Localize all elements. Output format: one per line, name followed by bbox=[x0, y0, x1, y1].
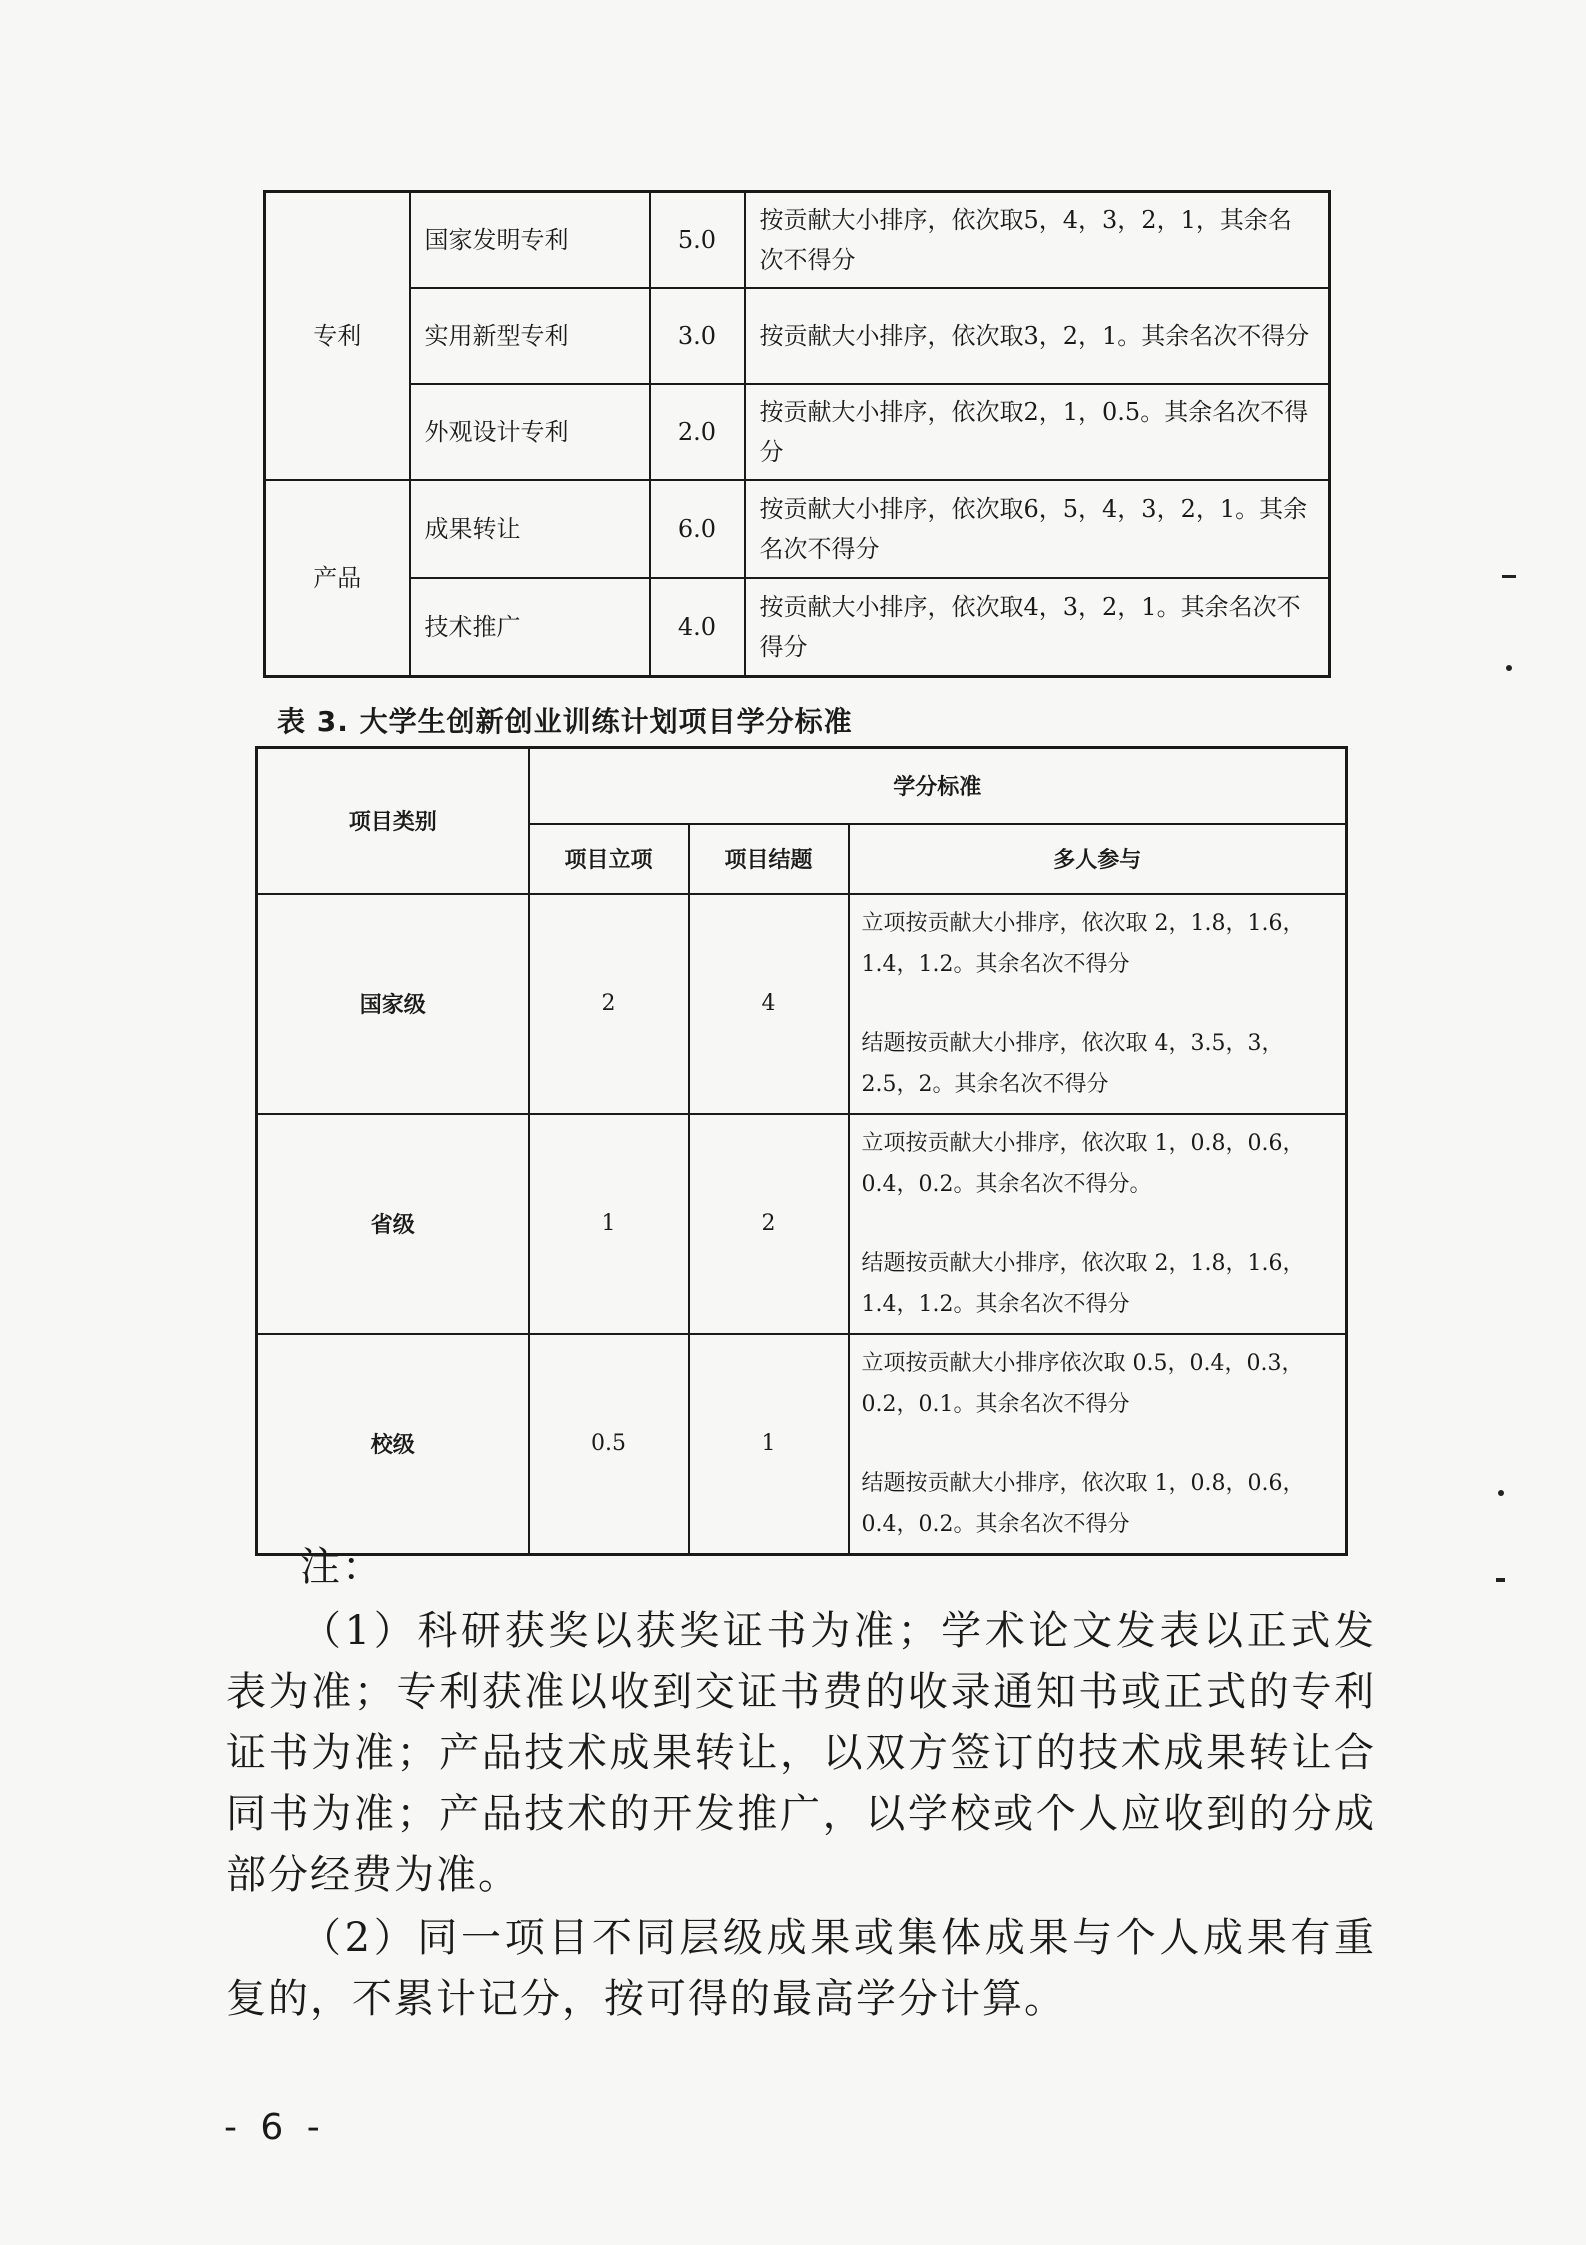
credit-table-patents-products bbox=[263, 190, 1331, 678]
score-cell: 6.0 bbox=[650, 480, 745, 578]
level-cell: 省级 bbox=[257, 1114, 529, 1334]
rule-cell: 按贡献大小排序，依次取6，5，4，3，2，1。其余名次不得分 bbox=[745, 480, 1330, 578]
table-row bbox=[265, 384, 1330, 480]
item-cell: 成果转让 bbox=[410, 480, 650, 578]
item-cell: 实用新型专利 bbox=[410, 288, 650, 384]
note-item-1: （1）科研获奖以获奖证书为准；学术论文发表以正式发表为准；专利获准以收到交证书费的收录通知书或正式的专利证书为准；产品技术成果转让，以双方签订的技术成果转让合同书为准；产品技术的开发推广，以学校或个人应收到的分成部分经费为准。 bbox=[226, 1608, 1376, 1898]
scan-mark bbox=[1496, 1578, 1505, 1582]
multi-approval-text: 立项按贡献大小排序，依次取 1，0.8，0.6，0.4，0.2。其余名次不得分。 bbox=[861, 1130, 1305, 1197]
scan-mark bbox=[1506, 665, 1512, 671]
completion-cell: 2 bbox=[689, 1114, 849, 1334]
table-caption: 表 3. 大学生创新创业训练计划项目学分标准 bbox=[277, 705, 853, 738]
table-row bbox=[257, 1334, 1347, 1555]
multi-completion-text: 结题按贡献大小排序，依次取 1，0.8，0.6，0.4，0.2。其余名次不得分 bbox=[861, 1470, 1305, 1537]
rule-cell: 按贡献大小排序，依次取4，3，2，1。其余名次不得分 bbox=[745, 578, 1330, 677]
table-row bbox=[265, 480, 1330, 578]
table-row bbox=[257, 1114, 1347, 1334]
table-row bbox=[257, 894, 1347, 1114]
note-item-2: （2）同一项目不同层级成果或集体成果与个人成果有重复的，不累计记分，按可得的最高学分计算。 bbox=[226, 1915, 1376, 2022]
table-row bbox=[265, 192, 1330, 289]
score-cell: 3.0 bbox=[650, 288, 745, 384]
multi-cell bbox=[849, 1114, 1347, 1334]
item-cell: 国家发明专利 bbox=[410, 192, 650, 289]
rule-cell: 按贡献大小排序，依次取5，4，3，2，1，其余名次不得分 bbox=[745, 192, 1330, 289]
multi-approval-text: 立项按贡献大小排序依次取 0.5，0.4，0.3，0.2，0.1。其余名次不得分 bbox=[861, 1350, 1304, 1417]
rule-cell: 按贡献大小排序，依次取3，2，1。其余名次不得分 bbox=[745, 288, 1330, 384]
category-cell: 产品 bbox=[265, 480, 410, 677]
score-cell: 2.0 bbox=[650, 384, 745, 480]
scan-mark bbox=[1498, 1490, 1504, 1496]
scan-mark bbox=[1502, 575, 1516, 578]
multi-cell bbox=[849, 894, 1347, 1114]
multi-completion-text: 结题按贡献大小排序，依次取 4，3.5，3，2.5，2。其余名次不得分 bbox=[861, 1030, 1284, 1097]
approval-cell: 2 bbox=[529, 894, 689, 1114]
item-cell: 外观设计专利 bbox=[410, 384, 650, 480]
completion-cell: 1 bbox=[689, 1334, 849, 1555]
level-cell: 校级 bbox=[257, 1334, 529, 1555]
rule-cell: 按贡献大小排序，依次取2，1，0.5。其余名次不得分 bbox=[745, 384, 1330, 480]
header-category: 项目类别 bbox=[257, 748, 529, 894]
header-approval: 项目立项 bbox=[529, 824, 689, 894]
score-cell: 5.0 bbox=[650, 192, 745, 289]
approval-cell: 0.5 bbox=[529, 1334, 689, 1555]
header-multi: 多人参与 bbox=[849, 824, 1347, 894]
score-cell: 4.0 bbox=[650, 578, 745, 677]
multi-approval-text: 立项按贡献大小排序，依次取 2，1.8，1.6，1.4，1.2。其余名次不得分 bbox=[861, 910, 1305, 977]
notes-label: 注： bbox=[300, 1544, 384, 1590]
category-cell: 专利 bbox=[265, 192, 410, 481]
level-cell: 国家级 bbox=[257, 894, 529, 1114]
multi-cell bbox=[849, 1334, 1347, 1555]
item-cell: 技术推广 bbox=[410, 578, 650, 677]
header-credit-standard: 学分标准 bbox=[529, 748, 1347, 824]
credit-table-innovation-projects bbox=[255, 746, 1348, 1556]
table-row bbox=[265, 578, 1330, 677]
header-completion: 项目结题 bbox=[689, 824, 849, 894]
page-number: - 6 - bbox=[224, 2107, 326, 2148]
approval-cell: 1 bbox=[529, 1114, 689, 1334]
multi-completion-text: 结题按贡献大小排序，依次取 2，1.8，1.6，1.4，1.2。其余名次不得分 bbox=[861, 1250, 1305, 1317]
table-row bbox=[265, 288, 1330, 384]
completion-cell: 4 bbox=[689, 894, 849, 1114]
table-header-row bbox=[257, 748, 1347, 824]
